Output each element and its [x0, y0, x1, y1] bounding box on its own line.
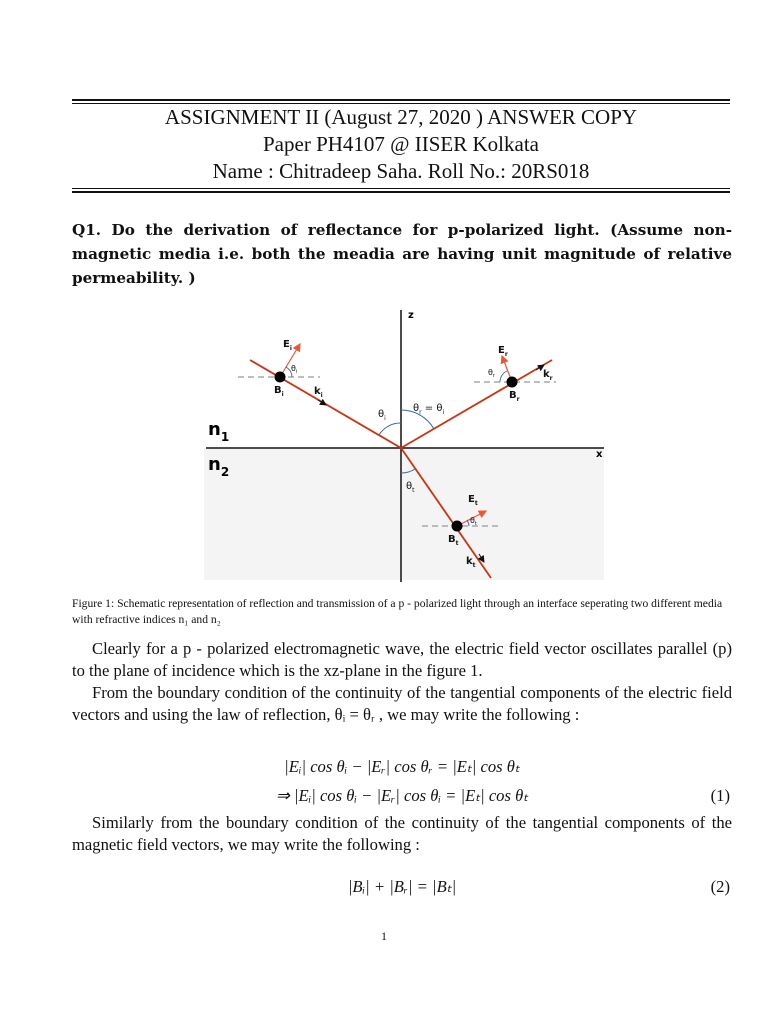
b-reflected-label: $B_r$: [509, 390, 520, 403]
incident-ray: [250, 360, 401, 448]
equation-1b-expression: ⇒ |Eᵢ| cos θᵢ − |Eᵣ| cos θᵢ = |Eₜ| cos θₜ: [275, 786, 529, 805]
paragraph-p-polarized: Clearly for a p - polarized electromagnetic wave, the electric field vector oscillates parallel (p) to the plane of incidence which is the xz-plane in the figure 1.: [72, 639, 732, 680]
equation-1a-expression: |Eᵢ| cos θᵢ − |Eᵣ| cos θᵣ = |Eₜ| cos θₜ: [284, 757, 520, 776]
b-reflected-dot: [507, 377, 518, 388]
e-transmitted-label: $E_t$: [468, 494, 478, 507]
paragraph-boundary-electric: From the boundary condition of the continuity of the tangential components of the electric field vectors and using the law of reflection, θᵢ = θᵣ , we may write the following :: [72, 683, 732, 724]
header-title: ASSIGNMENT II (August 27, 2020 ) ANSWER COPY: [164, 105, 638, 129]
k-transmitted-label: $k_t$: [466, 556, 476, 569]
header-paper: Paper PH4107 @ IISER Kolkata: [263, 132, 539, 156]
question-text: Q1. Do the derivation of reflectance for p-polarized light. (Assume non-magnetic media i.e. both the meadia are having unit magnitude of relative permeability. ): [72, 221, 732, 287]
reflected-vector-angle-arc: [500, 371, 507, 382]
header-rule-top-thick: [72, 99, 730, 101]
b-incident-label: $B_i$: [274, 385, 284, 398]
incident-angle-arc: [379, 423, 401, 435]
header-student: Name : Chitradeep Saha. Roll No.: 20RS018: [212, 159, 590, 183]
incident-vector-angle-label: $\theta_i$: [291, 364, 298, 375]
equation-1-number: (1): [710, 786, 730, 805]
e-reflected-label: $E_r$: [498, 345, 508, 358]
transmission-angle-label: $\theta_t$: [406, 481, 415, 494]
figure-caption: Figure 1: Schematic representation of reflection and transmission of a p - polarized light through an interface seperating two different media with refractive indices n₁ and n₂: [72, 597, 723, 626]
reflection-angle-label: $\theta_r = \theta_i$: [413, 403, 445, 416]
lower-medium-region: [204, 448, 604, 580]
b-transmitted-dot: [452, 521, 463, 532]
e-incident-label: $E_i$: [283, 339, 292, 352]
incident-angle-label: $\theta_i$: [378, 409, 386, 422]
k-incident-label: $k_i$: [314, 386, 323, 399]
transmitted-vector-angle-label: $\theta_t$: [470, 516, 477, 527]
paragraph-boundary-magnetic: Similarly from the boundary condition of the continuity of the tangential components of the magnetic field vectors, we may write the following :: [72, 813, 732, 854]
figure-reflection-diagram: [200, 300, 608, 590]
header-rule-bottom-thin: [72, 188, 730, 189]
reflected-vector-angle-label: $\theta_r$: [488, 368, 495, 379]
k-reflected-label: $k_r$: [543, 369, 553, 382]
equation-2-number: (2): [710, 877, 730, 896]
k-incident-arrow: [318, 400, 326, 405]
page-number: 1: [381, 929, 387, 943]
x-axis-label: x: [596, 449, 603, 460]
b-incident-dot: [275, 372, 286, 383]
b-transmitted-label: $B_t$: [448, 534, 459, 547]
header-rule-bottom-thick: [72, 191, 730, 193]
equation-2-expression: |Bᵢ| + |Bᵣ| = |Bₜ|: [347, 877, 457, 896]
z-axis-label: z: [408, 310, 414, 321]
medium-2-label: $n_2$: [208, 454, 230, 479]
medium-1-label: $n_1$: [208, 419, 230, 444]
